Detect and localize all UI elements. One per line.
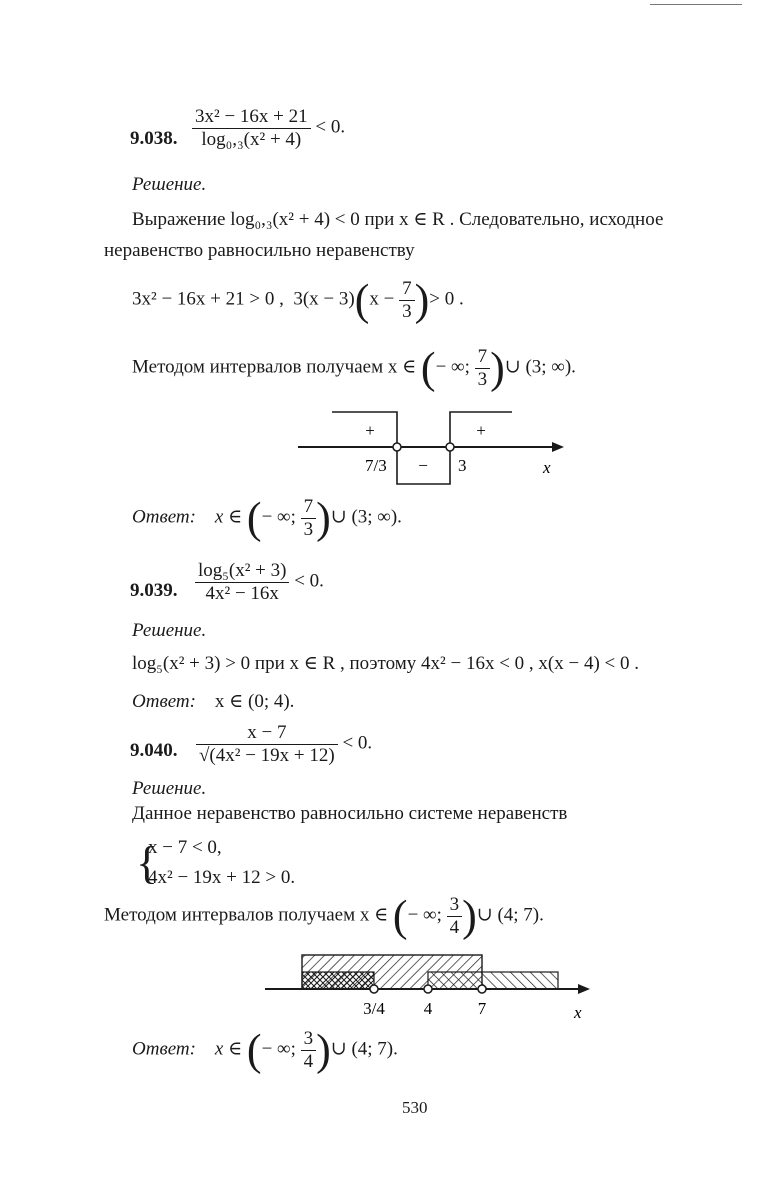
bracket-close-icon: ) bbox=[316, 493, 331, 543]
inequality-a: 3x² − 16x + 21 > 0 , bbox=[132, 288, 284, 310]
tick-label: 7 bbox=[477, 999, 487, 1018]
region-x-greater-4 bbox=[428, 972, 558, 989]
fraction-numerator: 3 bbox=[301, 1028, 317, 1051]
system-line-2: 4x² − 19x + 12 > 0. bbox=[148, 867, 296, 888]
interval-text: Методом интервалов получаем x ∈ bbox=[104, 904, 389, 926]
answer-value: x ∈ (0; 4). bbox=[214, 691, 295, 712]
fraction-denominator: 3 bbox=[303, 518, 314, 540]
open-point-icon bbox=[446, 443, 454, 451]
answer-label: Ответ: bbox=[132, 691, 196, 712]
bracket-open-icon: ( bbox=[392, 891, 408, 941]
problem-9038-fraction bbox=[192, 106, 345, 151]
fraction-denominator: 3 bbox=[402, 300, 412, 322]
relation: < 0. bbox=[294, 570, 324, 592]
fraction-denominator: 4 bbox=[303, 1050, 314, 1072]
bracket-open-icon: ( bbox=[246, 493, 262, 543]
interval-result bbox=[132, 343, 576, 393]
top-rule bbox=[650, 4, 742, 5]
fraction-denominator: log₀,₃(x² + 4) bbox=[201, 128, 302, 150]
interval-open: − ∞; bbox=[435, 356, 470, 378]
interval-close: ∪ (3; ∞). bbox=[504, 356, 576, 378]
problem-9040-fraction bbox=[196, 722, 372, 767]
open-point-icon bbox=[424, 985, 432, 993]
interval-open: − ∞; bbox=[407, 904, 442, 926]
bracket-close-icon: ) bbox=[490, 343, 505, 393]
inequality-b-pre: 3(x − 3) bbox=[293, 288, 355, 310]
fraction-numerator: 7 bbox=[399, 278, 415, 301]
fraction-denominator: √(4x² − 19x + 12) bbox=[199, 744, 335, 766]
interval-text: Методом интервалов получаем x ∈ bbox=[132, 356, 417, 378]
axis-label: x bbox=[574, 1003, 582, 1022]
sign-plus-right: + bbox=[476, 421, 486, 440]
tick-label: 4 bbox=[423, 999, 433, 1018]
interval-result bbox=[104, 891, 544, 941]
interval-close: ∪ (4; 7). bbox=[476, 904, 544, 926]
region-x-less-3-4 bbox=[302, 972, 374, 989]
problem-number-9039: 9.039. bbox=[130, 580, 178, 601]
problem-number-9040: 9.040. bbox=[130, 740, 178, 761]
problem-number-9038: 9.038. bbox=[130, 128, 178, 149]
inequality-b-post: > 0 . bbox=[429, 288, 464, 310]
open-point-icon bbox=[478, 985, 486, 993]
open-point-icon bbox=[393, 443, 401, 451]
fraction-denominator: 4x² − 16x bbox=[205, 582, 279, 604]
answer-close: ∪ (4; 7). bbox=[330, 1038, 398, 1060]
axis-label: x bbox=[543, 458, 551, 477]
answer-9040 bbox=[132, 1025, 398, 1075]
tick-label: 3 bbox=[458, 456, 467, 475]
bracket-close-icon: ) bbox=[414, 275, 430, 325]
text-line: Выражение log₀,₃(x² + 4) < 0 при x ∈ R . Следовательно, исходное bbox=[132, 209, 664, 230]
answer-close: ∪ (3; ∞). bbox=[330, 506, 402, 528]
tick-label: 3/4 bbox=[363, 999, 385, 1018]
solution-label: Решение. bbox=[132, 620, 207, 641]
bracket-open-icon: ( bbox=[354, 275, 370, 325]
open-point-icon bbox=[370, 985, 378, 993]
sign-diagram-9038 bbox=[290, 405, 570, 490]
answer-9038 bbox=[132, 493, 402, 543]
interval-diagram-9040 bbox=[260, 950, 600, 1025]
fraction-numerator: 3 bbox=[447, 894, 463, 917]
answer-pre: x ∈ bbox=[214, 1038, 243, 1060]
system-line-1: x − 7 < 0, bbox=[148, 837, 222, 858]
fraction-numerator: 7 bbox=[301, 496, 317, 519]
answer-label: Ответ: bbox=[132, 1038, 196, 1060]
axis-arrow-icon bbox=[552, 442, 564, 452]
page-number: 530 bbox=[402, 1098, 428, 1117]
inequality-line bbox=[132, 275, 464, 325]
fraction-numerator: 7 bbox=[475, 346, 491, 369]
system-brace-icon: { bbox=[136, 837, 159, 888]
bracket-open-icon: ( bbox=[246, 1025, 262, 1075]
text-line: Данное неравенство равносильно системе неравенств bbox=[132, 803, 568, 824]
answer-open: − ∞; bbox=[261, 506, 296, 528]
text-line: неравенство равносильно неравенству bbox=[104, 240, 415, 261]
answer-pre: x ∈ bbox=[214, 506, 243, 528]
bracket-close-icon: ) bbox=[462, 891, 477, 941]
tick-label: 7/3 bbox=[365, 456, 387, 475]
answer-label: Ответ: bbox=[132, 506, 196, 528]
fraction-denominator: 3 bbox=[477, 368, 488, 390]
inequality-b-mid: x − bbox=[369, 288, 395, 310]
solution-label: Решение. bbox=[132, 174, 207, 195]
relation: < 0. bbox=[342, 732, 373, 754]
sign-plus-left: + bbox=[365, 421, 375, 440]
sign-minus: − bbox=[418, 456, 428, 475]
solution-label: Решение. bbox=[132, 778, 207, 799]
fraction-denominator: 4 bbox=[449, 916, 460, 938]
fraction-numerator: log₅(x² + 3) bbox=[195, 560, 289, 583]
answer-open: − ∞; bbox=[261, 1038, 296, 1060]
text-line: log₅(x² + 3) > 0 при x ∈ R , поэтому 4x² − 16x < 0 , x(x − 4) < 0 . bbox=[132, 653, 639, 674]
axis-arrow-icon bbox=[578, 984, 590, 994]
relation: < 0. bbox=[315, 116, 346, 138]
bracket-close-icon: ) bbox=[316, 1025, 331, 1075]
fraction-numerator: x − 7 bbox=[196, 722, 338, 745]
problem-9039-fraction bbox=[195, 560, 324, 605]
bracket-open-icon: ( bbox=[420, 343, 436, 393]
fraction-numerator: 3x² − 16x + 21 bbox=[192, 106, 311, 129]
answer-9039 bbox=[132, 690, 294, 713]
